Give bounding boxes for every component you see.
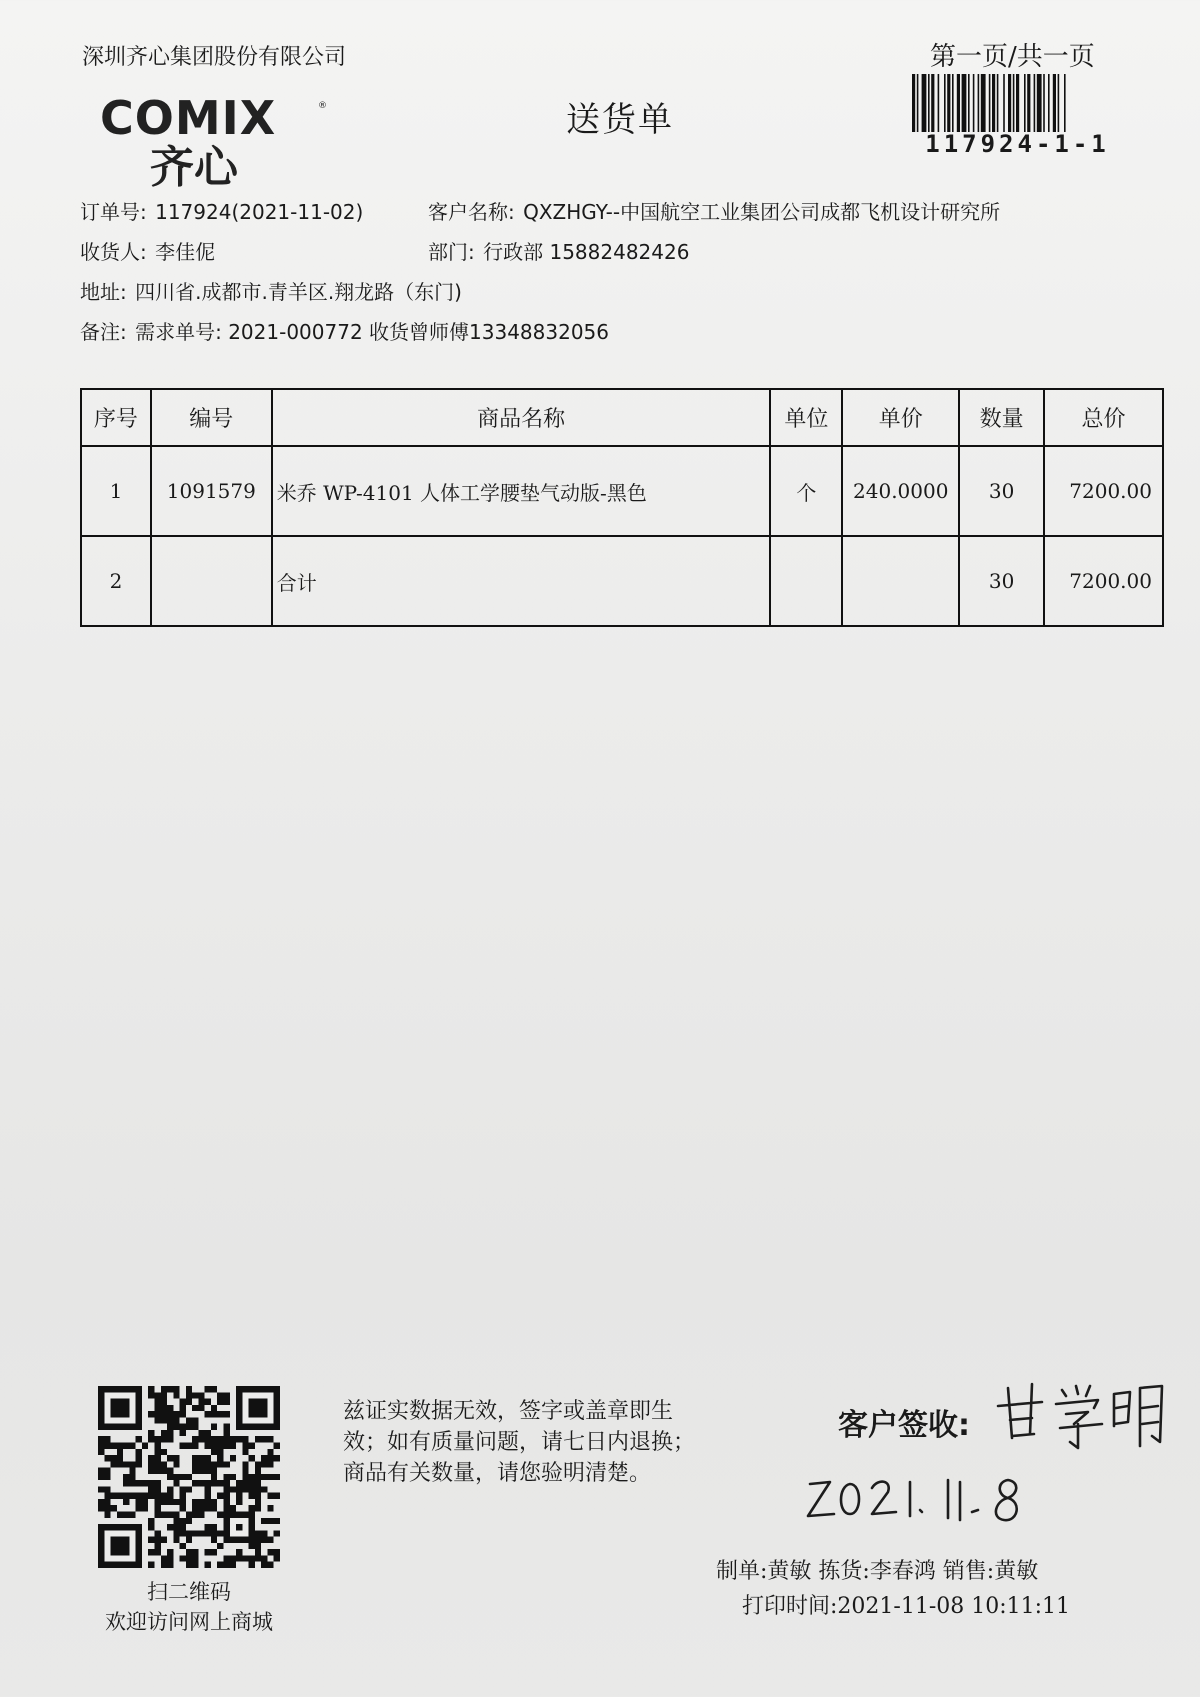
staff-line: 制单:黄敏 拣货:李春鸿 销售:黄敏 bbox=[716, 1559, 1039, 1584]
address-value: 四川省.成都市.青羊区.翔龙路（东门) bbox=[135, 280, 462, 304]
header-qty: 数量 bbox=[959, 389, 1044, 446]
document-title: 送货单 bbox=[566, 100, 674, 140]
header-unit: 单位 bbox=[770, 389, 842, 446]
cell-qty: 30 bbox=[959, 446, 1044, 536]
notice-line-2: 效；如有质量问题，请七日内退换； bbox=[343, 1430, 696, 1455]
table-row bbox=[81, 536, 1163, 626]
header-code: 编号 bbox=[151, 389, 272, 446]
svg-text:®: ® bbox=[318, 101, 327, 111]
notice-line-3: 商品有关数量，请您验明清楚。 bbox=[343, 1461, 652, 1486]
cell-code bbox=[151, 536, 272, 626]
cell-qty: 30 bbox=[959, 536, 1044, 626]
order-number bbox=[80, 196, 363, 225]
order-number-value: 117924(2021-11-02) bbox=[155, 200, 364, 224]
print-time: 打印时间:2021-11-08 10:11:11 bbox=[742, 1594, 1071, 1619]
remark-label: 备注: bbox=[80, 320, 127, 344]
qr-code bbox=[98, 1386, 280, 1568]
cell-name: 合计 bbox=[272, 536, 771, 626]
cell-code: 1091579 bbox=[151, 446, 272, 536]
header-price: 单价 bbox=[842, 389, 959, 446]
cell-total: 7200.00 bbox=[1044, 446, 1163, 536]
items-table bbox=[80, 388, 1164, 627]
department-value: 行政部 15882482426 bbox=[483, 240, 690, 264]
customer-sign-label: 客户签收: bbox=[838, 1408, 970, 1443]
table-row bbox=[81, 446, 1163, 536]
handwritten-date bbox=[800, 1470, 1040, 1532]
department-label: 部门: bbox=[428, 240, 475, 264]
department bbox=[428, 236, 689, 265]
cell-seq: 1 bbox=[81, 446, 151, 536]
cell-name: 米乔 WP-4101 人体工学腰垫气动版-黑色 bbox=[272, 446, 771, 536]
cell-total: 7200.00 bbox=[1044, 536, 1163, 626]
customer-name bbox=[428, 196, 1000, 225]
receiver-value: 李佳伲 bbox=[155, 240, 216, 264]
header-total: 总价 bbox=[1044, 389, 1163, 446]
customer-name-label: 客户名称: bbox=[428, 200, 515, 224]
notice-text bbox=[343, 1396, 763, 1489]
cell-price: 240.0000 bbox=[842, 446, 959, 536]
cell-seq: 2 bbox=[81, 536, 151, 626]
remark-value: 需求单号: 2021-000772 收货曾师傅13348832056 bbox=[135, 320, 609, 344]
handwritten-signature bbox=[990, 1376, 1170, 1456]
qr-caption-scan: 扫二维码 bbox=[147, 1580, 231, 1604]
header-name: 商品名称 bbox=[272, 389, 771, 446]
barcode-number: 117924-1-1 bbox=[925, 130, 1110, 158]
receiver-label: 收货人: bbox=[80, 240, 147, 264]
order-number-label: 订单号: bbox=[80, 200, 147, 224]
customer-name-value: QXZHGY--中国航空工业集团公司成都飞机设计研究所 bbox=[523, 200, 1001, 224]
svg-text:COMIX: COMIX bbox=[100, 92, 277, 145]
cell-price bbox=[842, 536, 959, 626]
company-name: 深圳齐心集团股份有限公司 bbox=[82, 45, 347, 70]
table-header-row bbox=[81, 389, 1163, 446]
cell-unit: 个 bbox=[770, 446, 842, 536]
address bbox=[80, 276, 462, 305]
page-indicator: 第一页/共一页 bbox=[930, 42, 1095, 72]
remark bbox=[80, 316, 609, 345]
cell-unit bbox=[770, 536, 842, 626]
svg-text:齐心: 齐心 bbox=[150, 142, 238, 188]
barcode bbox=[910, 74, 1125, 132]
qr-caption-shop: 欢迎访问网上商城 bbox=[105, 1610, 273, 1634]
receiver bbox=[80, 236, 215, 265]
address-label: 地址: bbox=[80, 280, 127, 304]
notice-line-1: 兹证实数据无效，签字或盖章即生 bbox=[343, 1399, 674, 1424]
header-seq: 序号 bbox=[81, 389, 151, 446]
